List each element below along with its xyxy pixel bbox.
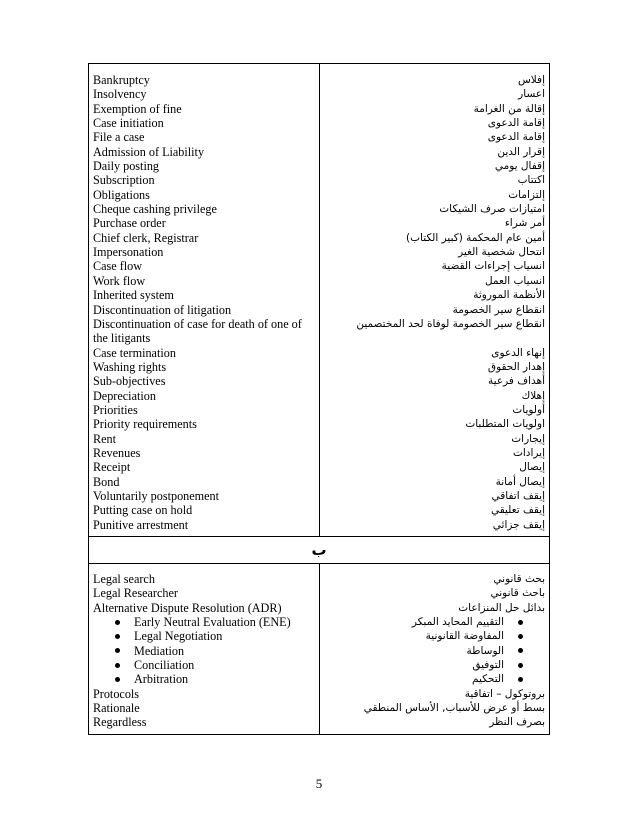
english-term: Cheque cashing privilege (93, 202, 217, 217)
arabic-term: انتحال شخصية الغير (458, 246, 545, 259)
bullet-icon (518, 677, 523, 682)
arabic-term: باحث قانوني (490, 587, 545, 600)
english-term: Priorities (93, 402, 138, 417)
arabic-term: إقالة من الغرامة (473, 102, 545, 115)
english-term: Obligations (93, 187, 150, 202)
english-term: Receipt (93, 460, 131, 475)
arabic-term: إيصال أمانة (495, 475, 545, 488)
arabic-column-b (320, 564, 549, 734)
arabic-term: إقامة الدعوى (487, 117, 545, 130)
arabic-term: بحث قانوني (493, 573, 545, 585)
arabic-term (324, 672, 545, 686)
arabic-term: إيرادات (512, 446, 545, 459)
english-term: File a case (93, 130, 145, 145)
english-term: Punitive arrestment (93, 517, 189, 532)
english-term: Rationale (93, 701, 140, 716)
english-term: Putting case on hold (93, 503, 193, 518)
arabic-term: أمين عام المحكمة (كبير الكتاب) (406, 231, 545, 244)
english-term: Alternative Dispute Resolution (ADR) (93, 600, 282, 615)
bullet-icon (518, 663, 523, 668)
arabic-term: بروتوكول – اتفاقية (464, 687, 545, 700)
arabic-term: إلتزامات (508, 188, 545, 201)
arabic-term: إهدار الحقوق (487, 360, 545, 373)
english-term (93, 672, 315, 686)
glossary-table (88, 63, 550, 735)
bullet-icon (115, 677, 120, 682)
english-term: Discontinuation of litigation (93, 302, 232, 317)
english-term: Case termination (93, 345, 176, 360)
arabic-term: إيقف جزائي (492, 518, 545, 531)
english-term: Admission of Liability (93, 144, 205, 159)
arabic-column-a (320, 64, 549, 536)
english-column-b (89, 564, 320, 734)
arabic-term: إقامة الدعوى (487, 131, 545, 144)
arabic-term: انسياب العمل (484, 274, 545, 287)
bullet-icon (115, 620, 120, 625)
arabic-term: إقفال يومي (494, 160, 545, 173)
english-term: Rent (93, 431, 117, 446)
english-term (93, 644, 315, 658)
arabic-term: إهلاك (521, 389, 545, 402)
arabic-term: انقطاع سير الخصومة (452, 303, 545, 316)
bullet-icon (115, 648, 120, 653)
english-term: Insolvency (93, 87, 147, 102)
arabic-term: إفلاس (517, 74, 545, 86)
arabic-term: بصرف النظر (489, 716, 545, 729)
page-number: 5 (315, 776, 323, 791)
section-divider-row (89, 536, 549, 563)
term-text: التقييم المحايد المبكر (411, 616, 504, 629)
english-term: Chief clerk, Registrar (93, 230, 199, 245)
term-text: Legal Negotiation (134, 629, 223, 644)
english-term: Regardless (93, 715, 147, 730)
arabic-term: بسط أو عرض للأسباب, الأساس المنطقي (363, 702, 545, 715)
bullet-icon (115, 634, 120, 639)
arabic-term: إنهاء الدعوى (491, 346, 545, 359)
term-text: Early Neutral Evaluation (ENE) (134, 615, 291, 630)
arabic-term (324, 644, 545, 658)
english-term: Case initiation (93, 116, 164, 131)
english-term: Bankruptcy (93, 73, 150, 87)
english-term: Depreciation (93, 388, 156, 403)
line-spacer (324, 331, 545, 345)
bullet-icon (518, 634, 523, 639)
arabic-term: إيجارات (511, 432, 545, 445)
term-text: الوساطة (466, 644, 504, 657)
arabic-term: إيصال (519, 461, 545, 474)
arabic-term: إيقف تعليقي (490, 504, 545, 517)
english-term: Bond (93, 474, 120, 489)
arabic-term: أمر شراء (504, 217, 545, 230)
term-text: التوفيق (472, 659, 504, 672)
arabic-term: إقرار الدين (497, 145, 545, 158)
english-term: Subscription (93, 173, 155, 188)
term-text: المفاوضة القانونية (425, 630, 504, 643)
english-term: Sub-objectives (93, 374, 166, 389)
arabic-term: أولويات (512, 403, 545, 416)
arabic-term: امتيازات صرف الشيكات (439, 203, 545, 216)
english-term: Legal search (93, 572, 155, 586)
english-term: Exemption of fine (93, 101, 182, 116)
english-term: Voluntarily postponement (93, 488, 220, 503)
arabic-term (324, 658, 545, 672)
arabic-term: أهداف فرعية (488, 375, 545, 388)
english-term: Protocols (93, 686, 140, 701)
english-term: Purchase order (93, 216, 166, 231)
english-term: Priority requirements (93, 417, 197, 432)
term-text: التحكيم (471, 673, 504, 686)
bullet-icon (115, 663, 120, 668)
term-text: Arbitration (134, 672, 189, 687)
section-b-row (89, 563, 549, 734)
english-term: Discontinuation of case for death of one of the litigants (93, 316, 302, 346)
section-a-row (89, 64, 549, 536)
bullet-icon (518, 648, 523, 653)
arabic-term: إيقف اتفاقي (491, 489, 545, 502)
english-term: Legal Researcher (93, 586, 178, 601)
arabic-term: انسياب إجراءات القضية (441, 260, 545, 273)
arabic-term: اولويات المتطلبات (465, 418, 545, 431)
arabic-term (324, 629, 545, 643)
arabic-term (324, 615, 545, 629)
section-letter: ب (311, 541, 327, 559)
english-term: Case flow (93, 259, 143, 274)
arabic-term: اعسار (518, 88, 545, 101)
arabic-term: بدائل حل المنزاعات (458, 601, 545, 614)
english-term (93, 615, 315, 629)
english-term: Work flow (93, 273, 146, 288)
english-column-a (89, 64, 320, 536)
english-term: Washing rights (93, 359, 167, 374)
english-term: Daily posting (93, 159, 160, 174)
arabic-term: انقطاع سير الخصومة لوفاة لحد المختصمين (356, 317, 545, 330)
english-term (93, 629, 315, 643)
term-text: Conciliation (134, 658, 195, 673)
arabic-term: اكتتاب (517, 174, 545, 187)
english-term: Revenues (93, 445, 141, 460)
english-term: Inherited system (93, 288, 174, 303)
english-term: Impersonation (93, 245, 164, 260)
english-term (93, 658, 315, 672)
term-text: Mediation (134, 643, 185, 658)
arabic-term: الأنظمة الموروثة (473, 289, 545, 302)
bullet-icon (518, 620, 523, 625)
